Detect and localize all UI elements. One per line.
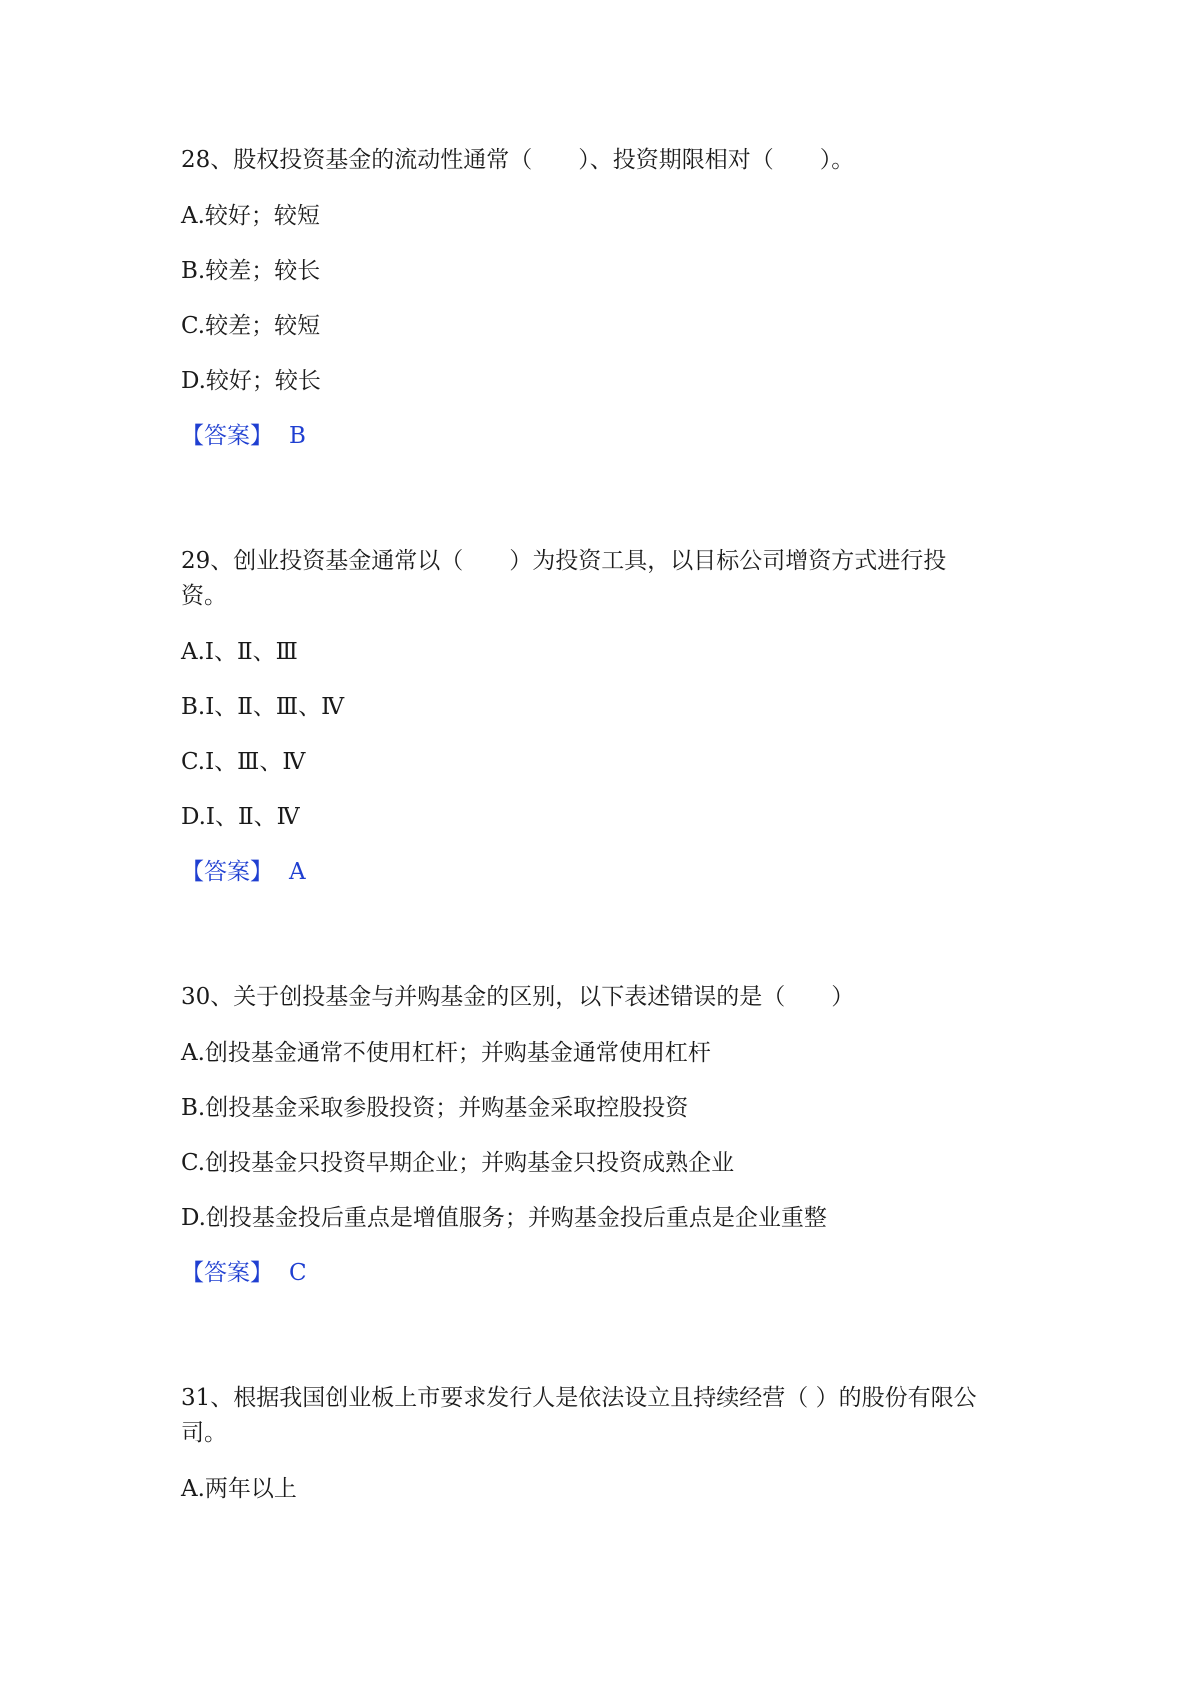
question-29-stem-line-2: 资。 <box>181 583 227 609</box>
answer-value: C <box>289 1260 307 1286</box>
question-31-option-a: A.两年以上 <box>181 1476 297 1502</box>
answer-label: 【答案】 <box>181 859 273 885</box>
question-28-option-d: D.较好；较长 <box>181 368 321 394</box>
question-28-answer <box>181 421 306 451</box>
question-31-stem-line-1: 31、根据我国创业板上市要求发行人是依法设立且持续经营（ ）的股份有限公 <box>181 1385 977 1411</box>
question-29-answer <box>181 857 306 887</box>
question-31-stem-line-2: 司。 <box>181 1420 227 1446</box>
question-28-option-a: A.较好；较短 <box>181 203 320 229</box>
question-29-option-d: D.Ⅰ、Ⅱ、Ⅳ <box>181 804 300 830</box>
question-28-option-c: C.较差；较短 <box>181 313 321 339</box>
question-30-stem: 30、关于创投基金与并购基金的区别，以下表述错误的是（ ） <box>181 984 855 1010</box>
question-30-option-d: D.创投基金投后重点是增值服务；并购基金投后重点是企业重整 <box>181 1205 827 1231</box>
question-30-option-b: B.创投基金采取参股投资；并购基金采取控股投资 <box>181 1095 689 1121</box>
answer-value: B <box>289 423 306 449</box>
question-30-answer <box>181 1258 307 1288</box>
question-29-stem-line-1: 29、创业投资基金通常以（ ）为投资工具，以目标公司增资方式进行投 <box>181 548 947 574</box>
question-29-option-b: B.Ⅰ、Ⅱ、Ⅲ、Ⅳ <box>181 694 345 720</box>
question-29-option-c: C.Ⅰ、Ⅲ、Ⅳ <box>181 749 306 775</box>
question-28-stem: 28、股权投资基金的流动性通常（ ）、投资期限相对（ ）。 <box>181 147 855 173</box>
answer-value: A <box>289 859 306 885</box>
answer-label: 【答案】 <box>181 1260 273 1286</box>
question-30-option-c: C.创投基金只投资早期企业；并购基金只投资成熟企业 <box>181 1150 735 1176</box>
question-30-option-a: A.创投基金通常不使用杠杆；并购基金通常使用杠杆 <box>181 1040 711 1066</box>
question-28-option-b: B.较差；较长 <box>181 258 321 284</box>
answer-label: 【答案】 <box>181 423 273 449</box>
question-29-option-a: A.Ⅰ、Ⅱ、Ⅲ <box>181 639 298 665</box>
